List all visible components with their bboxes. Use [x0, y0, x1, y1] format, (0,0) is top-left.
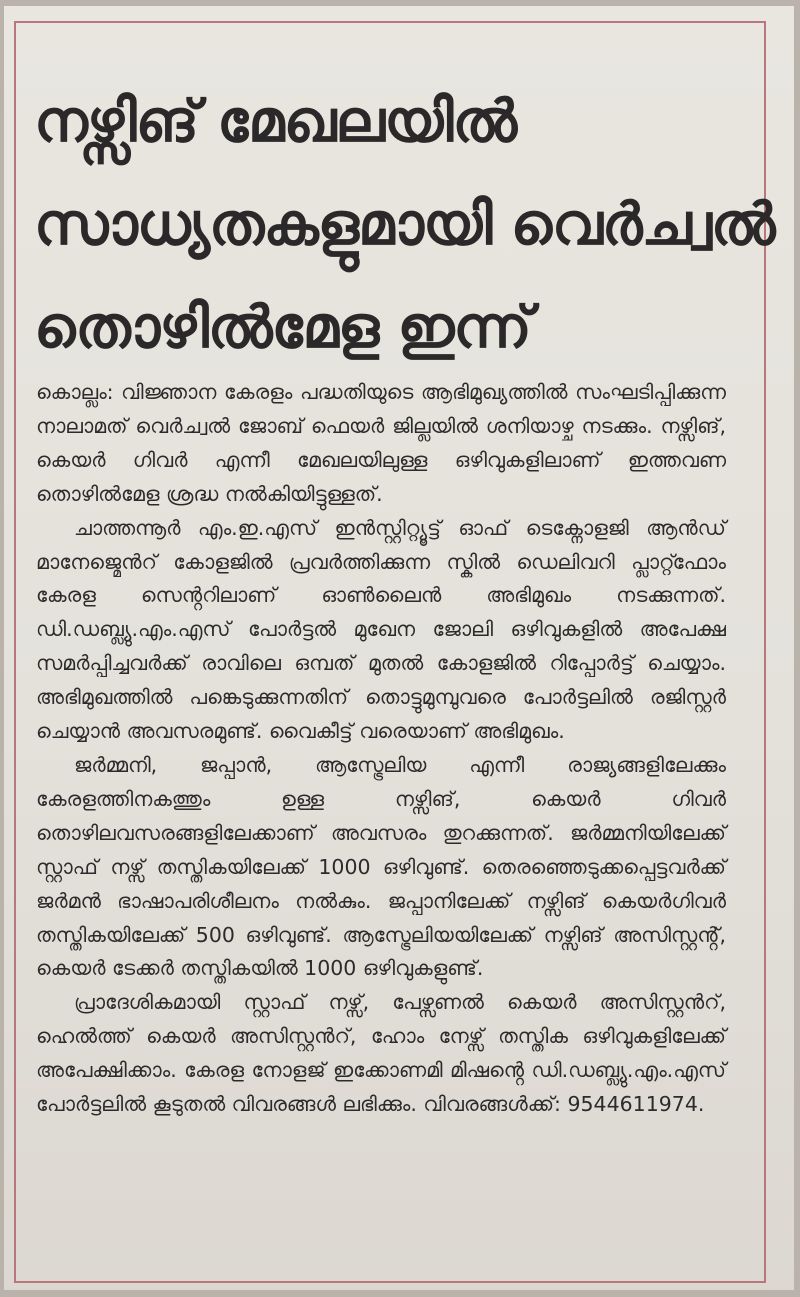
article-paragraph: പ്രാദേശികമായി സ്റ്റാഫ് നഴ്സ്, പേഴ്സണൽ കെയർ അസിസ്റ്റൻറ്, ഹെൽത്ത് കെയർ അസിസ്റ്റൻറ്, ഹോം നേഴ്സ് തസ്തിക ഒഴിവുകളിലേക്ക് അപേക്ഷിക്കാം. കേരള നോളജ് ഇക്കോണമി മിഷൻ്റെ ഡി.ഡബ്ല്യു.എം.എസ് പോർട്ടലിൽ കൂടുതൽ വിവരങ്ങൾ ലഭിക്കും. വിവരങ്ങൾക്ക്: 9544611974.	[36, 990, 726, 1117]
article-body	[36, 376, 726, 1122]
headline-line: തൊഴിൽമേള ഇന്ന്	[34, 293, 531, 361]
headline-line: നഴ്സിങ് മേഖലയിൽ	[34, 87, 517, 155]
article-headline	[34, 70, 775, 379]
headline-line: സാധ്യതകളുമായി വെർച്വൽ	[34, 190, 775, 258]
article-paragraph: കൊല്ലം: വിജ്ഞാന കേരളം പദ്ധതിയുടെ ആഭിമുഖ്യത്തിൽ സംഘടിപ്പിക്കുന്ന നാലാമത് വെർച്വൽ ജോബ് ഫെയർ ജില്ലയിൽ ശനിയാഴ്ച നടക്കും. നഴ്സിങ്, കെയർ ഗിവർ എന്നീ മേഖലയിലുള്ള ഒഴിവുകളിലാണ് ഇത്തവണ തൊഴിൽമേള ശ്രദ്ധ നൽകിയിട്ടുള്ളത്.	[36, 380, 726, 506]
article-paragraph: ചാത്തന്നൂർ എം.ഇ.എസ് ഇൻസ്റ്റിറ്റ്യൂട്ട് ഓഫ് ടെക്നോളജി ആൻഡ് മാനേജ്മെൻറ് കോളജിൽ പ്രവർത്തിക്കുന്ന സ്കിൽ ഡെലിവറി പ്ലാറ്റ്ഫോം കേരള സെൻ്ററിലാണ് ഓൺലൈൻ അഭിമുഖം നടക്കുന്നത്. ഡി.ഡബ്ല്യു.എം.എസ് പോർട്ടൽ മുഖേന ജോലി ഒഴിവുകളിൽ അപേക്ഷ സമർപ്പിച്ചവർക്ക് രാവിലെ ഒമ്പത് മുതൽ കോളജിൽ റിപ്പോർട്ട് ചെയ്യാം. അഭിമുഖത്തിൽ പങ്കെടുക്കുന്നതിന് തൊട്ടുമുമ്പുവരെ പോർട്ടലിൽ രജിസ്റ്റർ ചെയ്യാൻ അവസരമുണ്ട്. വൈകീട്ട് വരെയാണ് അഭിമുഖം.	[36, 515, 726, 744]
article-paragraph: ജർമ്മനി, ജപ്പാൻ, ആസ്ട്രേലിയ എന്നീ രാജ്യങ്ങളിലേക്കും കേരളത്തിനകത്തും ഉള്ള നഴ്സിങ്, കെയർ ഗിവർ തൊഴിലവസരങ്ങളിലേക്കാണ് അവസരം തുറക്കുന്നത്. ജർമ്മനിയിലേക്ക് സ്റ്റാഫ് നഴ്സ് തസ്തികയിലേക്ക് 1000 ഒഴിവുണ്ട്. തെരഞ്ഞെടുക്കപ്പെട്ടവർക്ക് ജർമൻ ഭാഷാപരിശീലനം നൽകും. ജപ്പാനിലേക്ക് നഴ്സിങ് കെയർഗിവർ തസ്തികയിലേക്ക് 500 ഒഴിവുണ്ട്. ആസ്ട്രേലിയയിലേക്ക് നഴ്സിങ് അസിസ്റ്റൻ്റ്, കെയർ ടേക്കർ തസ്തികയിൽ 1000 ഒഴിവുകളുണ്ട്.	[36, 752, 726, 981]
